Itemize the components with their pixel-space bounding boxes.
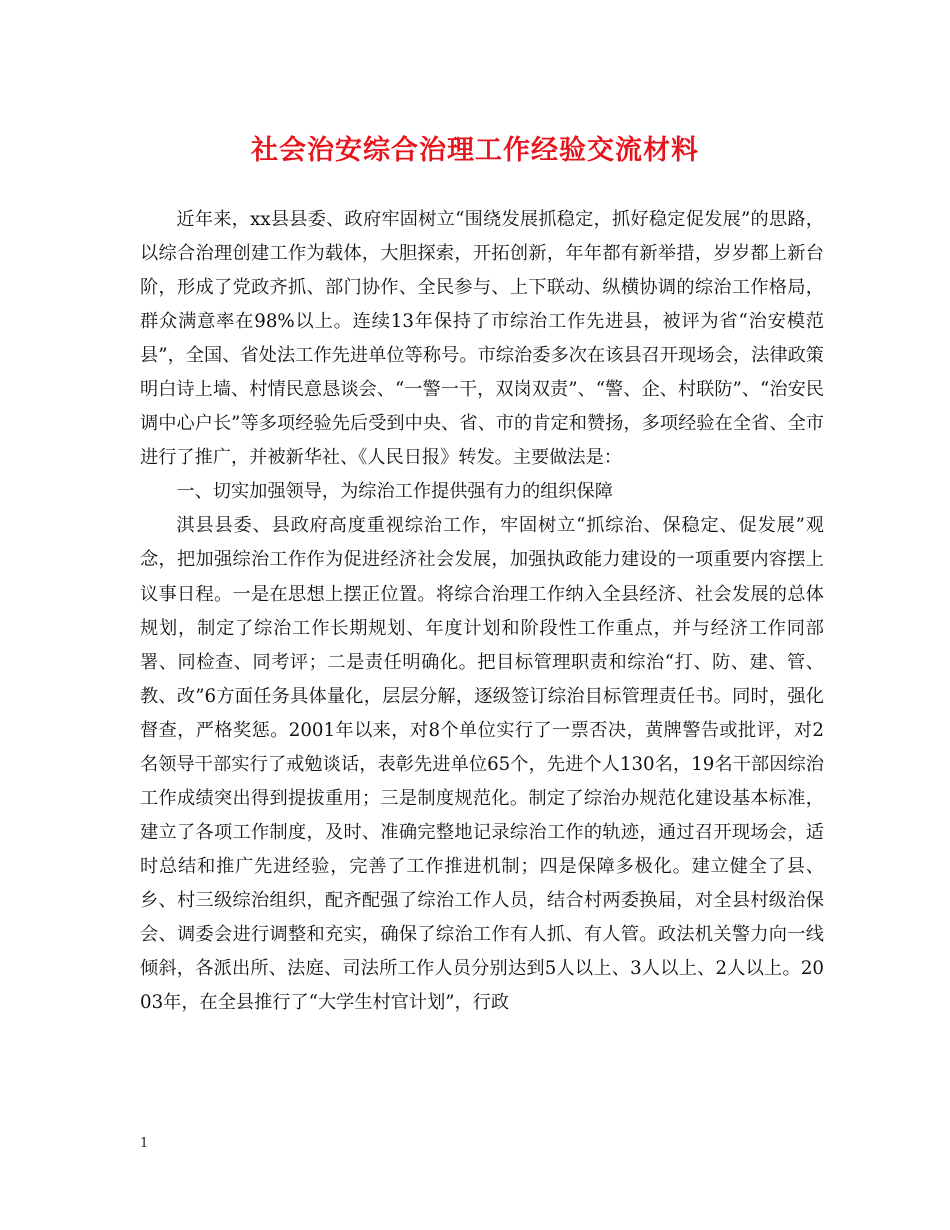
section-heading-1: 一、切实加强领导，为综治工作提供强有力的组织保障 bbox=[176, 481, 613, 503]
document-body bbox=[140, 203, 824, 1020]
section-1-paragraph: 淇县县委、县政府高度重视综治工作，牢固树立“抓综治、保稳定、促发展”观念，把加强综治工作作为促进经济社会发展，加强执政能力建设的一项重要内容摆上议事日程。一是在思想上摆正位置。将综合治理工作纳入全县经济、社会发展的总体规划，制定了综治工作长期规划、年度计划和阶段性工作重点，并与经济工作同部署、同检查、同考评；二是责任明确化。把目标管理职责和综治“打、防、建、管、教、改”6方面任务具体量化，层层分解，逐级签订综治目标管理责任书。同时，强化督查，严格奖惩。2001年以来，对8个单位实行了一票否决，黄牌警告或批评，对2名领导干部实行了戒勉谈话，表彰先进单位65个，先进个人130名，19名干部因综治工作成绩突出得到提拔重用；三是制度规范化。制定了综治办规范化建设基本标准，建立了各项工作制度，及时、准确完整地记录综治工作的轨迹，通过召开现场会，适时总结和推广先进经验，完善了工作推进机制；四是保障多极化。建立健全了县、乡、村三级综治组织，配齐配强了综治工作人员，结合村两委换届，对全县村级治保会、调委会进行调整和充实，确保了综治工作有人抓、有人管。政法机关警力向一线倾斜，各派出所、法庭、司法所工作人员分别达到5人以上、3人以上、2人以上。2003年，在全县推行了“大学生村官计划”，行政 bbox=[140, 515, 824, 1014]
intro-paragraph: 近年来，xx县县委、政府牢固树立“围绕发展抓稳定，抓好稳定促发展”的思路，以综合治理创建工作为载体，大胆探索，开拓创新，年年都有新举措，岁岁都上新台阶，形成了党政齐抓、部门协作、全民参与、上下联动、纵横协调的综治工作格局，群众满意率在98%以上。连续13年保持了市综治工作先进县，被评为省“治安模范县”，全国、省处法工作先进单位等称号。市综治委多次在该县召开现场会，法律政策明白诗上墙、村情民意恳谈会、“一警一干，双岗双责”、“警、企、村联防”、“治安民调中心户长”等多项经验先后受到中央、省、市的肯定和赞扬，多项经验在全省、全市进行了推广，并被新华社、《人民日报》转发。主要做法是： bbox=[140, 209, 824, 469]
document-title: 社会治安综合治理工作经验交流材料 bbox=[251, 135, 699, 166]
page-number: 1 bbox=[140, 1136, 149, 1151]
